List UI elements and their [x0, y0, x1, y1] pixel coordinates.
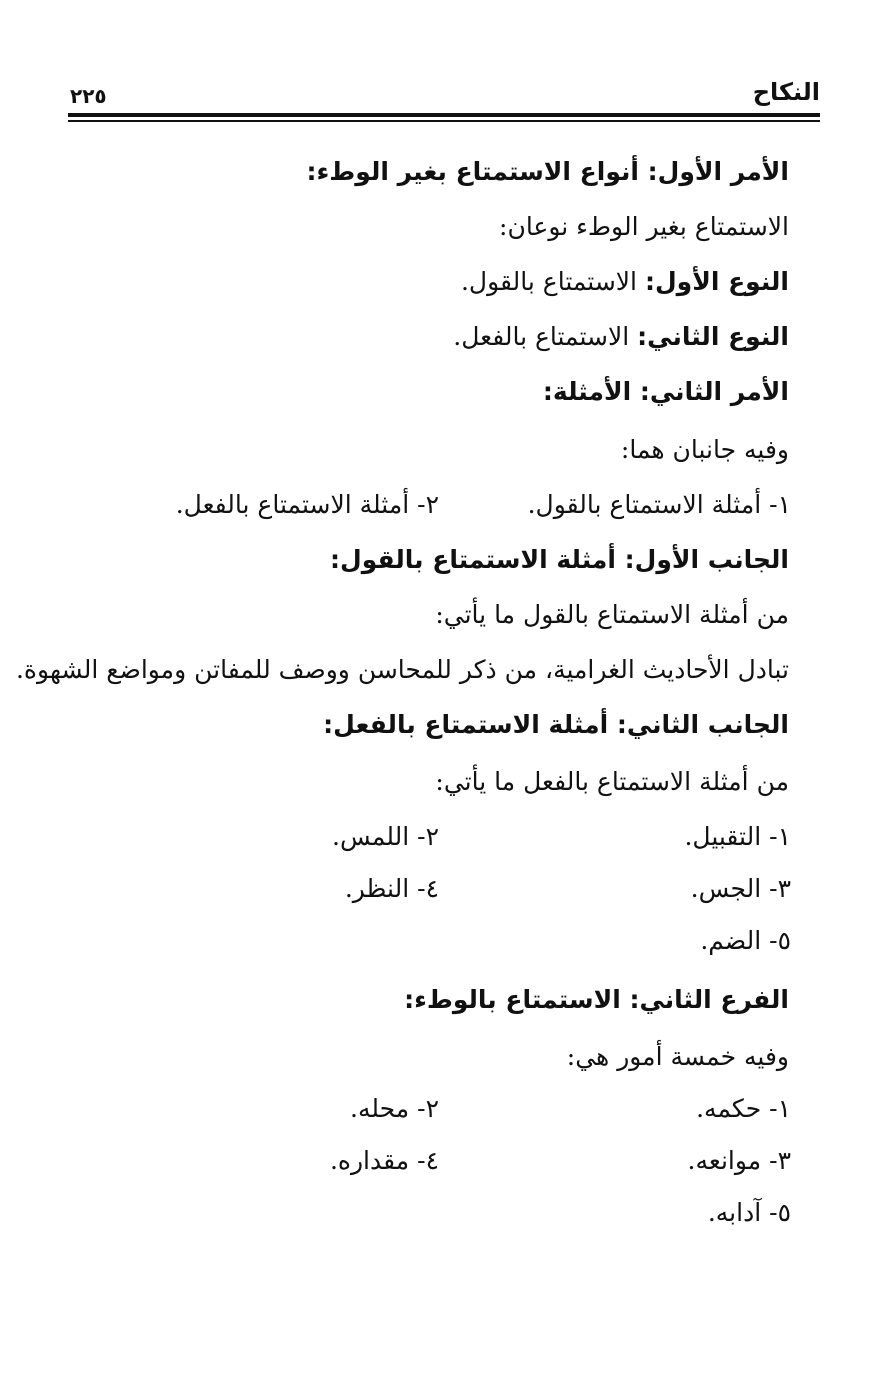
page-number: ٢٢٥ [70, 84, 107, 108]
list-item: ٢- محله. [350, 1094, 439, 1123]
paragraph-speech-examples: من أمثلة الاستمتاع بالقول ما يأتي: [435, 600, 789, 629]
type-two-text: الاستمتاع بالفعل. [453, 322, 630, 351]
list-item: ١- أمثلة الاستمتاع بالقول. [527, 490, 791, 519]
header-rule-thin [68, 120, 820, 122]
list-item: ٤- مقداره. [329, 1146, 439, 1175]
list-item: ٥- الضم. [700, 926, 791, 955]
type-two-line [80, 320, 789, 354]
list-item: ٣- موانعه. [687, 1146, 791, 1175]
type-one-label: النوع الأول: [644, 267, 789, 296]
heading-second-matter: الأمر الثاني: الأمثلة: [542, 377, 789, 406]
paragraph-two-types: الاستمتاع بغير الوطء نوعان: [499, 212, 789, 241]
chapter-title: النكاح [752, 78, 820, 106]
list-item: ٥- آدابه. [707, 1198, 791, 1227]
list-item: ٢- اللمس. [332, 822, 439, 851]
heading-second-branch: الفرع الثاني: الاستمتاع بالوطء: [404, 985, 789, 1014]
type-two-label: النوع الثاني: [637, 322, 789, 351]
paragraph-action-examples: من أمثلة الاستمتاع بالفعل ما يأتي: [435, 767, 789, 796]
list-item: ٢- أمثلة الاستمتاع بالفعل. [175, 490, 439, 519]
list-item: ٤- النظر. [344, 874, 439, 903]
page-header [68, 78, 820, 128]
type-one-line [80, 265, 789, 299]
paragraph-speech-detail: تبادل الأحاديث الغرامية، من ذكر للمحاسن ووصف للمفاتن ومواضع الشهوة. [15, 655, 789, 684]
type-one-text: الاستمتاع بالقول. [460, 267, 638, 296]
paragraph-five-matters: وفيه خمسة أمور هي: [566, 1042, 789, 1071]
header-rule-thick [68, 113, 820, 117]
list-item: ١- التقبيل. [684, 822, 791, 851]
list-item: ١- حكمه. [696, 1094, 791, 1123]
heading-first-matter: الأمر الأول: أنواع الاستمتاع بغير الوطء: [306, 157, 789, 186]
heading-side-one: الجانب الأول: أمثلة الاستمتاع بالقول: [330, 545, 789, 574]
heading-side-two: الجانب الثاني: أمثلة الاستمتاع بالفعل: [323, 710, 789, 739]
list-item: ٣- الجس. [690, 874, 791, 903]
paragraph-two-sides: وفيه جانبان هما: [620, 435, 789, 464]
